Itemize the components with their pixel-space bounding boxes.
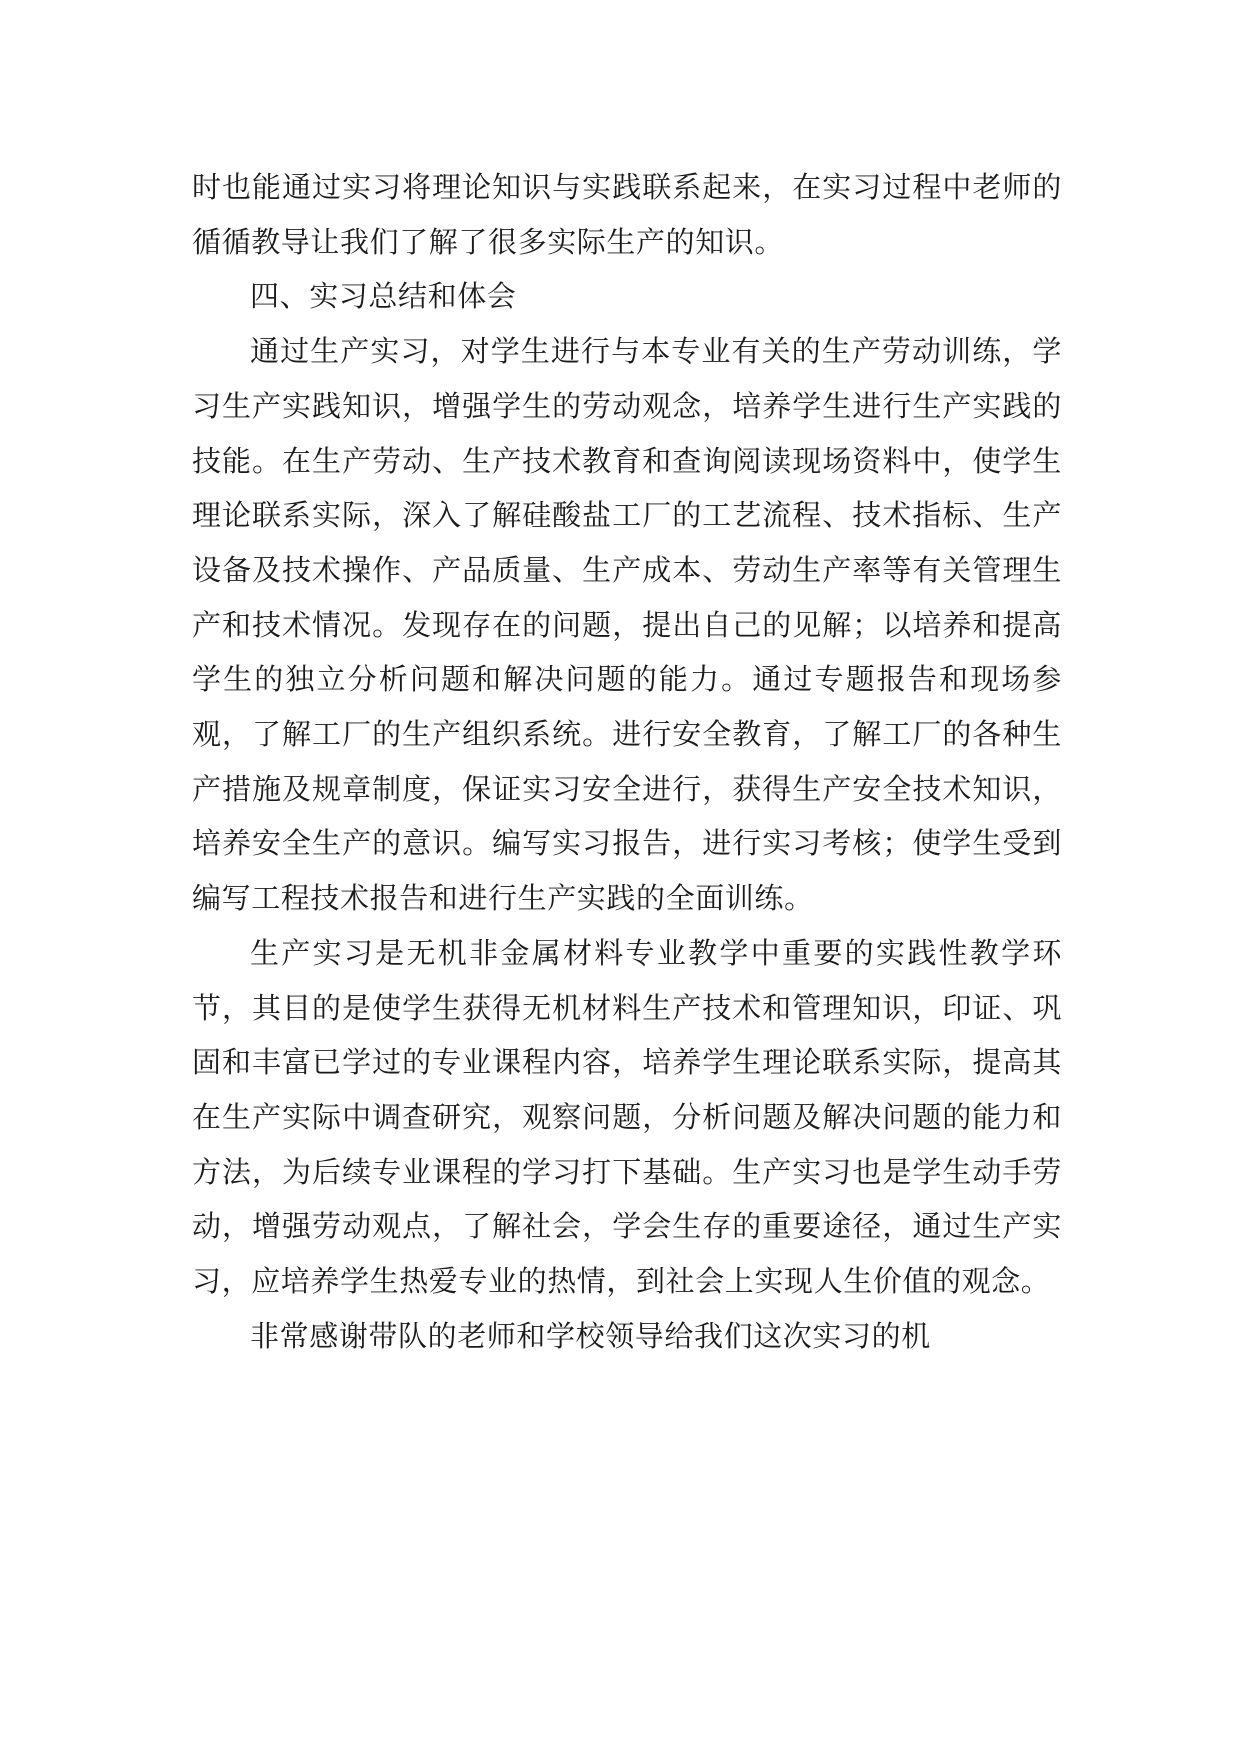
paragraph: 生产实习是无机非金属材料专业教学中重要的实践性教学环节，其目的是使学生获得无机材料生产技术和管理知识，印证、巩固和丰富已学过的专业课程内容，培养学生理论联系实际，提高其在生产实际中调查研究，观察问题，分析问题及解决问题的能力和方法，为后续专业课程的学习打下基础。生产实习也是学生动手劳动，增强劳动观点，了解社会，学会生存的重要途径，通过生产实习，应培养学生热爱专业的热情，到社会上实现人生价值的观念。 (192, 935, 1062, 1299)
section-heading: 四、实习总结和体会 (250, 279, 517, 314)
paragraph: 非常感谢带队的老师和学校领导给我们这次实习的机 (250, 1318, 931, 1353)
body-text (192, 160, 1062, 1363)
paragraph-continuation: 时也能通过实习将理论知识与实践联系起来，在实习过程中老师的循循教导让我们了解了很多实际生产的知识。 (192, 170, 1062, 259)
paragraph: 通过生产实习，对学生进行与本专业有关的生产劳动训练，学习生产实践知识，增强学生的劳动观念，培养学生进行生产实践的技能。在生产劳动、生产技术教育和查询阅读现场资料中，使学生理论联系实际，深入了解硅酸盐工厂的工艺流程、技术指标、生产设备及技术操作、产品质量、生产成本、劳动生产率等有关管理生产和技术情况。发现存在的问题，提出自己的见解；以培养和提高学生的独立分析问题和解决问题的能力。通过专题报告和现场参观，了解工厂的生产组织系统。进行安全教育，了解工厂的各种生产措施及规章制度，保证实习安全进行，获得生产安全技术知识，培养安全生产的意识。编写实习报告，进行实习考核；使学生受到编写工程技术报告和进行生产实践的全面训练。 (192, 334, 1062, 916)
